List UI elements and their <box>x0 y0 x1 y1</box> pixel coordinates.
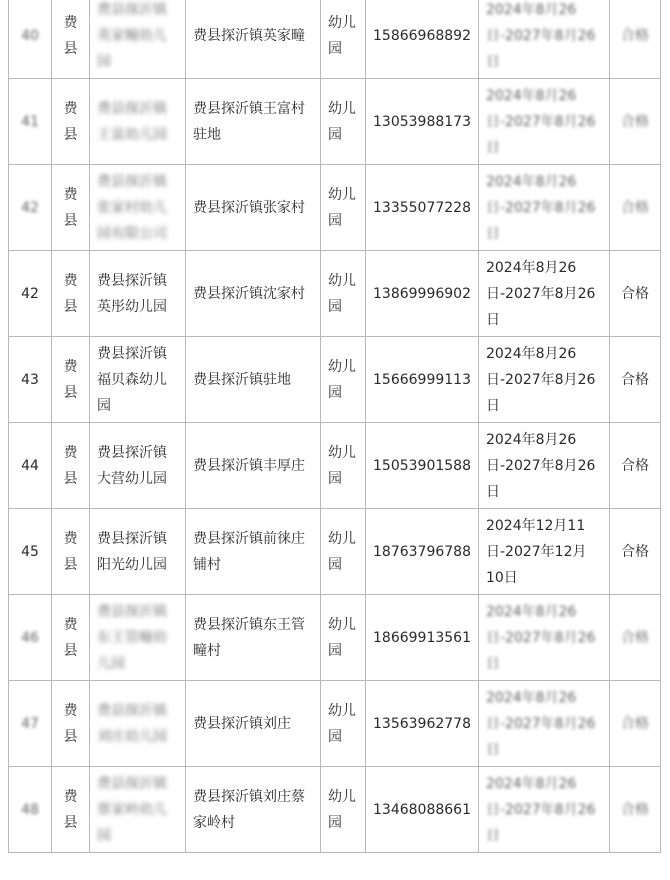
county-cell <box>52 681 90 767</box>
kindergarten-name-cell <box>90 79 186 165</box>
inspection-result-cell <box>609 0 660 79</box>
address-cell <box>186 509 321 595</box>
kindergarten-name-text: 费县探沂镇刘庄幼儿园 <box>97 702 167 745</box>
phone-cell <box>366 681 479 767</box>
inspection-result-cell <box>609 767 660 853</box>
row-number-text: 47 <box>21 715 39 732</box>
address-text: 费县探沂镇沈家村 <box>193 285 305 302</box>
validity-period-cell <box>478 595 609 681</box>
phone-cell <box>366 337 479 423</box>
county-cell <box>52 423 90 509</box>
row-number-cell <box>9 767 52 853</box>
phone-cell <box>366 165 479 251</box>
institution-type-text: 幼儿园 <box>328 444 356 487</box>
address-text: 费县探沂镇前徕庄铺村 <box>193 530 305 573</box>
kindergarten-name-text: 费县探沂镇大营幼儿园 <box>97 444 167 487</box>
inspection-result-cell <box>609 79 660 165</box>
row-number-text: 42 <box>21 285 39 302</box>
phone-text: 13563962778 <box>373 715 471 732</box>
phone-text: 15866968892 <box>373 27 471 44</box>
table-body <box>9 0 661 853</box>
phone-text: 13053988173 <box>373 113 471 130</box>
validity-period-text: 2024年8月26日-2027年8月26日 <box>485 259 596 328</box>
address-cell <box>186 0 321 79</box>
table-row <box>9 423 661 509</box>
validity-period-cell <box>478 165 609 251</box>
kindergarten-name-cell <box>90 423 186 509</box>
inspection-result-cell <box>609 509 660 595</box>
inspection-result-cell <box>609 251 660 337</box>
row-number-cell <box>9 423 52 509</box>
kindergarten-name-text: 费县探沂镇东王管疃幼儿园 <box>97 603 167 672</box>
phone-cell <box>366 767 479 853</box>
institution-type-text: 幼儿园 <box>328 100 356 143</box>
table-row <box>9 767 661 853</box>
phone-text: 18669913561 <box>373 629 471 646</box>
validity-period-text: 2024年12月11日-2027年12月10日 <box>485 517 587 586</box>
institution-type-text: 幼儿园 <box>328 616 356 659</box>
phone-text: 13355077228 <box>373 199 471 216</box>
inspection-result-text: 合格 <box>620 113 649 130</box>
validity-period-cell <box>478 423 609 509</box>
address-text: 费县探沂镇刘庄 <box>193 715 291 732</box>
inspection-result-cell <box>609 337 660 423</box>
address-cell <box>186 337 321 423</box>
validity-period-cell <box>478 337 609 423</box>
kindergarten-name-text: 费县探沂镇王富幼儿园 <box>97 100 167 143</box>
kindergarten-name-cell <box>90 681 186 767</box>
validity-period-cell <box>478 509 609 595</box>
institution-type-text: 幼儿园 <box>328 14 356 57</box>
table-row <box>9 251 661 337</box>
address-cell <box>186 423 321 509</box>
county-text: 费县 <box>63 272 78 315</box>
kindergarten-name-text: 费县探沂镇英彤幼儿园 <box>97 272 167 315</box>
inspection-result-text: 合格 <box>620 457 649 474</box>
institution-type-text: 幼儿园 <box>328 186 356 229</box>
row-number-cell <box>9 165 52 251</box>
kindergarten-name-cell <box>90 595 186 681</box>
phone-cell <box>366 79 479 165</box>
phone-cell <box>366 0 479 79</box>
inspection-result-text: 合格 <box>620 629 649 646</box>
row-number-text: 45 <box>21 543 39 560</box>
inspection-result-text: 合格 <box>620 371 649 388</box>
institution-type-text: 幼儿园 <box>328 788 356 831</box>
row-number-cell <box>9 0 52 79</box>
address-cell <box>186 681 321 767</box>
institution-type-cell <box>321 79 366 165</box>
address-text: 费县探沂镇东王管疃村 <box>193 616 305 659</box>
table-row <box>9 165 661 251</box>
institution-type-cell <box>321 595 366 681</box>
row-number-text: 40 <box>21 27 39 44</box>
institution-type-cell <box>321 165 366 251</box>
validity-period-text: 2024年8月26日-2027年8月26日 <box>485 87 596 156</box>
phone-text: 18763796788 <box>373 543 471 560</box>
county-text: 费县 <box>63 186 78 229</box>
page-bottom-edge <box>0 874 670 880</box>
kindergarten-name-cell <box>90 165 186 251</box>
row-number-cell <box>9 681 52 767</box>
validity-period-text: 2024年8月26日-2027年8月26日 <box>485 689 596 758</box>
table-row <box>9 595 661 681</box>
county-text: 费县 <box>63 358 78 401</box>
table-row <box>9 0 661 79</box>
institution-type-text: 幼儿园 <box>328 272 356 315</box>
address-text: 费县探沂镇驻地 <box>193 371 291 388</box>
county-text: 费县 <box>63 616 78 659</box>
validity-period-cell <box>478 0 609 79</box>
phone-cell <box>366 595 479 681</box>
county-text: 费县 <box>63 100 78 143</box>
county-cell <box>52 595 90 681</box>
inspection-result-cell <box>609 165 660 251</box>
phone-text: 15666999113 <box>373 371 471 388</box>
row-number-cell <box>9 79 52 165</box>
address-cell <box>186 79 321 165</box>
inspection-result-text: 合格 <box>620 715 649 732</box>
address-text: 费县探沂镇刘庄蔡家岭村 <box>193 788 305 831</box>
validity-period-text: 2024年8月26日-2027年8月26日 <box>485 345 596 414</box>
row-number-cell <box>9 595 52 681</box>
inspection-result-text: 合格 <box>620 543 649 560</box>
row-number-text: 41 <box>21 113 39 130</box>
kindergarten-registry-table <box>8 0 661 853</box>
validity-period-cell <box>478 79 609 165</box>
institution-type-cell <box>321 0 366 79</box>
row-number-cell <box>9 509 52 595</box>
validity-period-cell <box>478 767 609 853</box>
address-cell <box>186 767 321 853</box>
kindergarten-name-text: 费县探沂镇蔡家岭幼儿园 <box>97 775 167 844</box>
phone-cell <box>366 251 479 337</box>
institution-type-cell <box>321 251 366 337</box>
row-number-text: 42 <box>21 199 39 216</box>
row-number-text: 46 <box>21 629 39 646</box>
institution-type-cell <box>321 423 366 509</box>
county-cell <box>52 509 90 595</box>
county-cell <box>52 251 90 337</box>
county-text: 费县 <box>63 702 78 745</box>
institution-type-cell <box>321 681 366 767</box>
validity-period-text: 2024年8月26日-2027年8月26日 <box>485 775 596 844</box>
inspection-result-text: 合格 <box>620 285 649 302</box>
address-text: 费县探沂镇张家村 <box>193 199 305 216</box>
phone-cell <box>366 509 479 595</box>
county-text: 费县 <box>63 444 78 487</box>
institution-type-text: 幼儿园 <box>328 702 356 745</box>
address-cell <box>186 595 321 681</box>
county-text: 费县 <box>63 788 78 831</box>
kindergarten-name-cell <box>90 0 186 79</box>
institution-type-text: 幼儿园 <box>328 358 356 401</box>
validity-period-text: 2024年8月26日-2027年8月26日 <box>485 1 596 70</box>
table-row <box>9 509 661 595</box>
validity-period-cell <box>478 251 609 337</box>
kindergarten-name-cell <box>90 509 186 595</box>
county-cell <box>52 165 90 251</box>
row-number-text: 48 <box>21 801 39 818</box>
county-text: 费县 <box>63 14 78 57</box>
row-number-text: 44 <box>21 457 39 474</box>
address-cell <box>186 251 321 337</box>
kindergarten-name-text: 费县探沂镇福贝森幼儿园 <box>97 345 167 414</box>
phone-text: 13869996902 <box>373 285 471 302</box>
phone-text: 15053901588 <box>373 457 471 474</box>
inspection-result-text: 合格 <box>620 801 649 818</box>
kindergarten-name-cell <box>90 767 186 853</box>
validity-period-text: 2024年8月26日-2027年8月26日 <box>485 603 596 672</box>
validity-period-text: 2024年8月26日-2027年8月26日 <box>485 431 596 500</box>
county-text: 费县 <box>63 530 78 573</box>
inspection-result-cell <box>609 423 660 509</box>
kindergarten-name-text: 费县探沂镇张家村幼儿园有限公司 <box>97 173 167 242</box>
row-number-text: 43 <box>21 371 39 388</box>
table-row <box>9 337 661 423</box>
county-cell <box>52 79 90 165</box>
county-cell <box>52 337 90 423</box>
address-cell <box>186 165 321 251</box>
address-text: 费县探沂镇英家疃 <box>193 27 305 44</box>
institution-type-cell <box>321 509 366 595</box>
county-cell <box>52 767 90 853</box>
kindergarten-name-text: 费县探沂镇英家疃幼儿园 <box>97 1 167 70</box>
table-row <box>9 681 661 767</box>
institution-type-cell <box>321 767 366 853</box>
institution-type-cell <box>321 337 366 423</box>
county-cell <box>52 0 90 79</box>
inspection-result-text: 合格 <box>620 199 649 216</box>
address-text: 费县探沂镇丰厚庄 <box>193 457 305 474</box>
inspection-result-cell <box>609 595 660 681</box>
phone-cell <box>366 423 479 509</box>
table-row <box>9 79 661 165</box>
kindergarten-name-text: 费县探沂镇阳光幼儿园 <box>97 530 167 573</box>
address-text: 费县探沂镇王富村驻地 <box>193 100 305 143</box>
validity-period-text: 2024年8月26日-2027年8月26日 <box>485 173 596 242</box>
kindergarten-name-cell <box>90 337 186 423</box>
phone-text: 13468088661 <box>373 801 471 818</box>
kindergarten-name-cell <box>90 251 186 337</box>
inspection-result-cell <box>609 681 660 767</box>
institution-type-text: 幼儿园 <box>328 530 356 573</box>
validity-period-cell <box>478 681 609 767</box>
inspection-result-text: 合格 <box>620 27 649 44</box>
row-number-cell <box>9 337 52 423</box>
row-number-cell <box>9 251 52 337</box>
